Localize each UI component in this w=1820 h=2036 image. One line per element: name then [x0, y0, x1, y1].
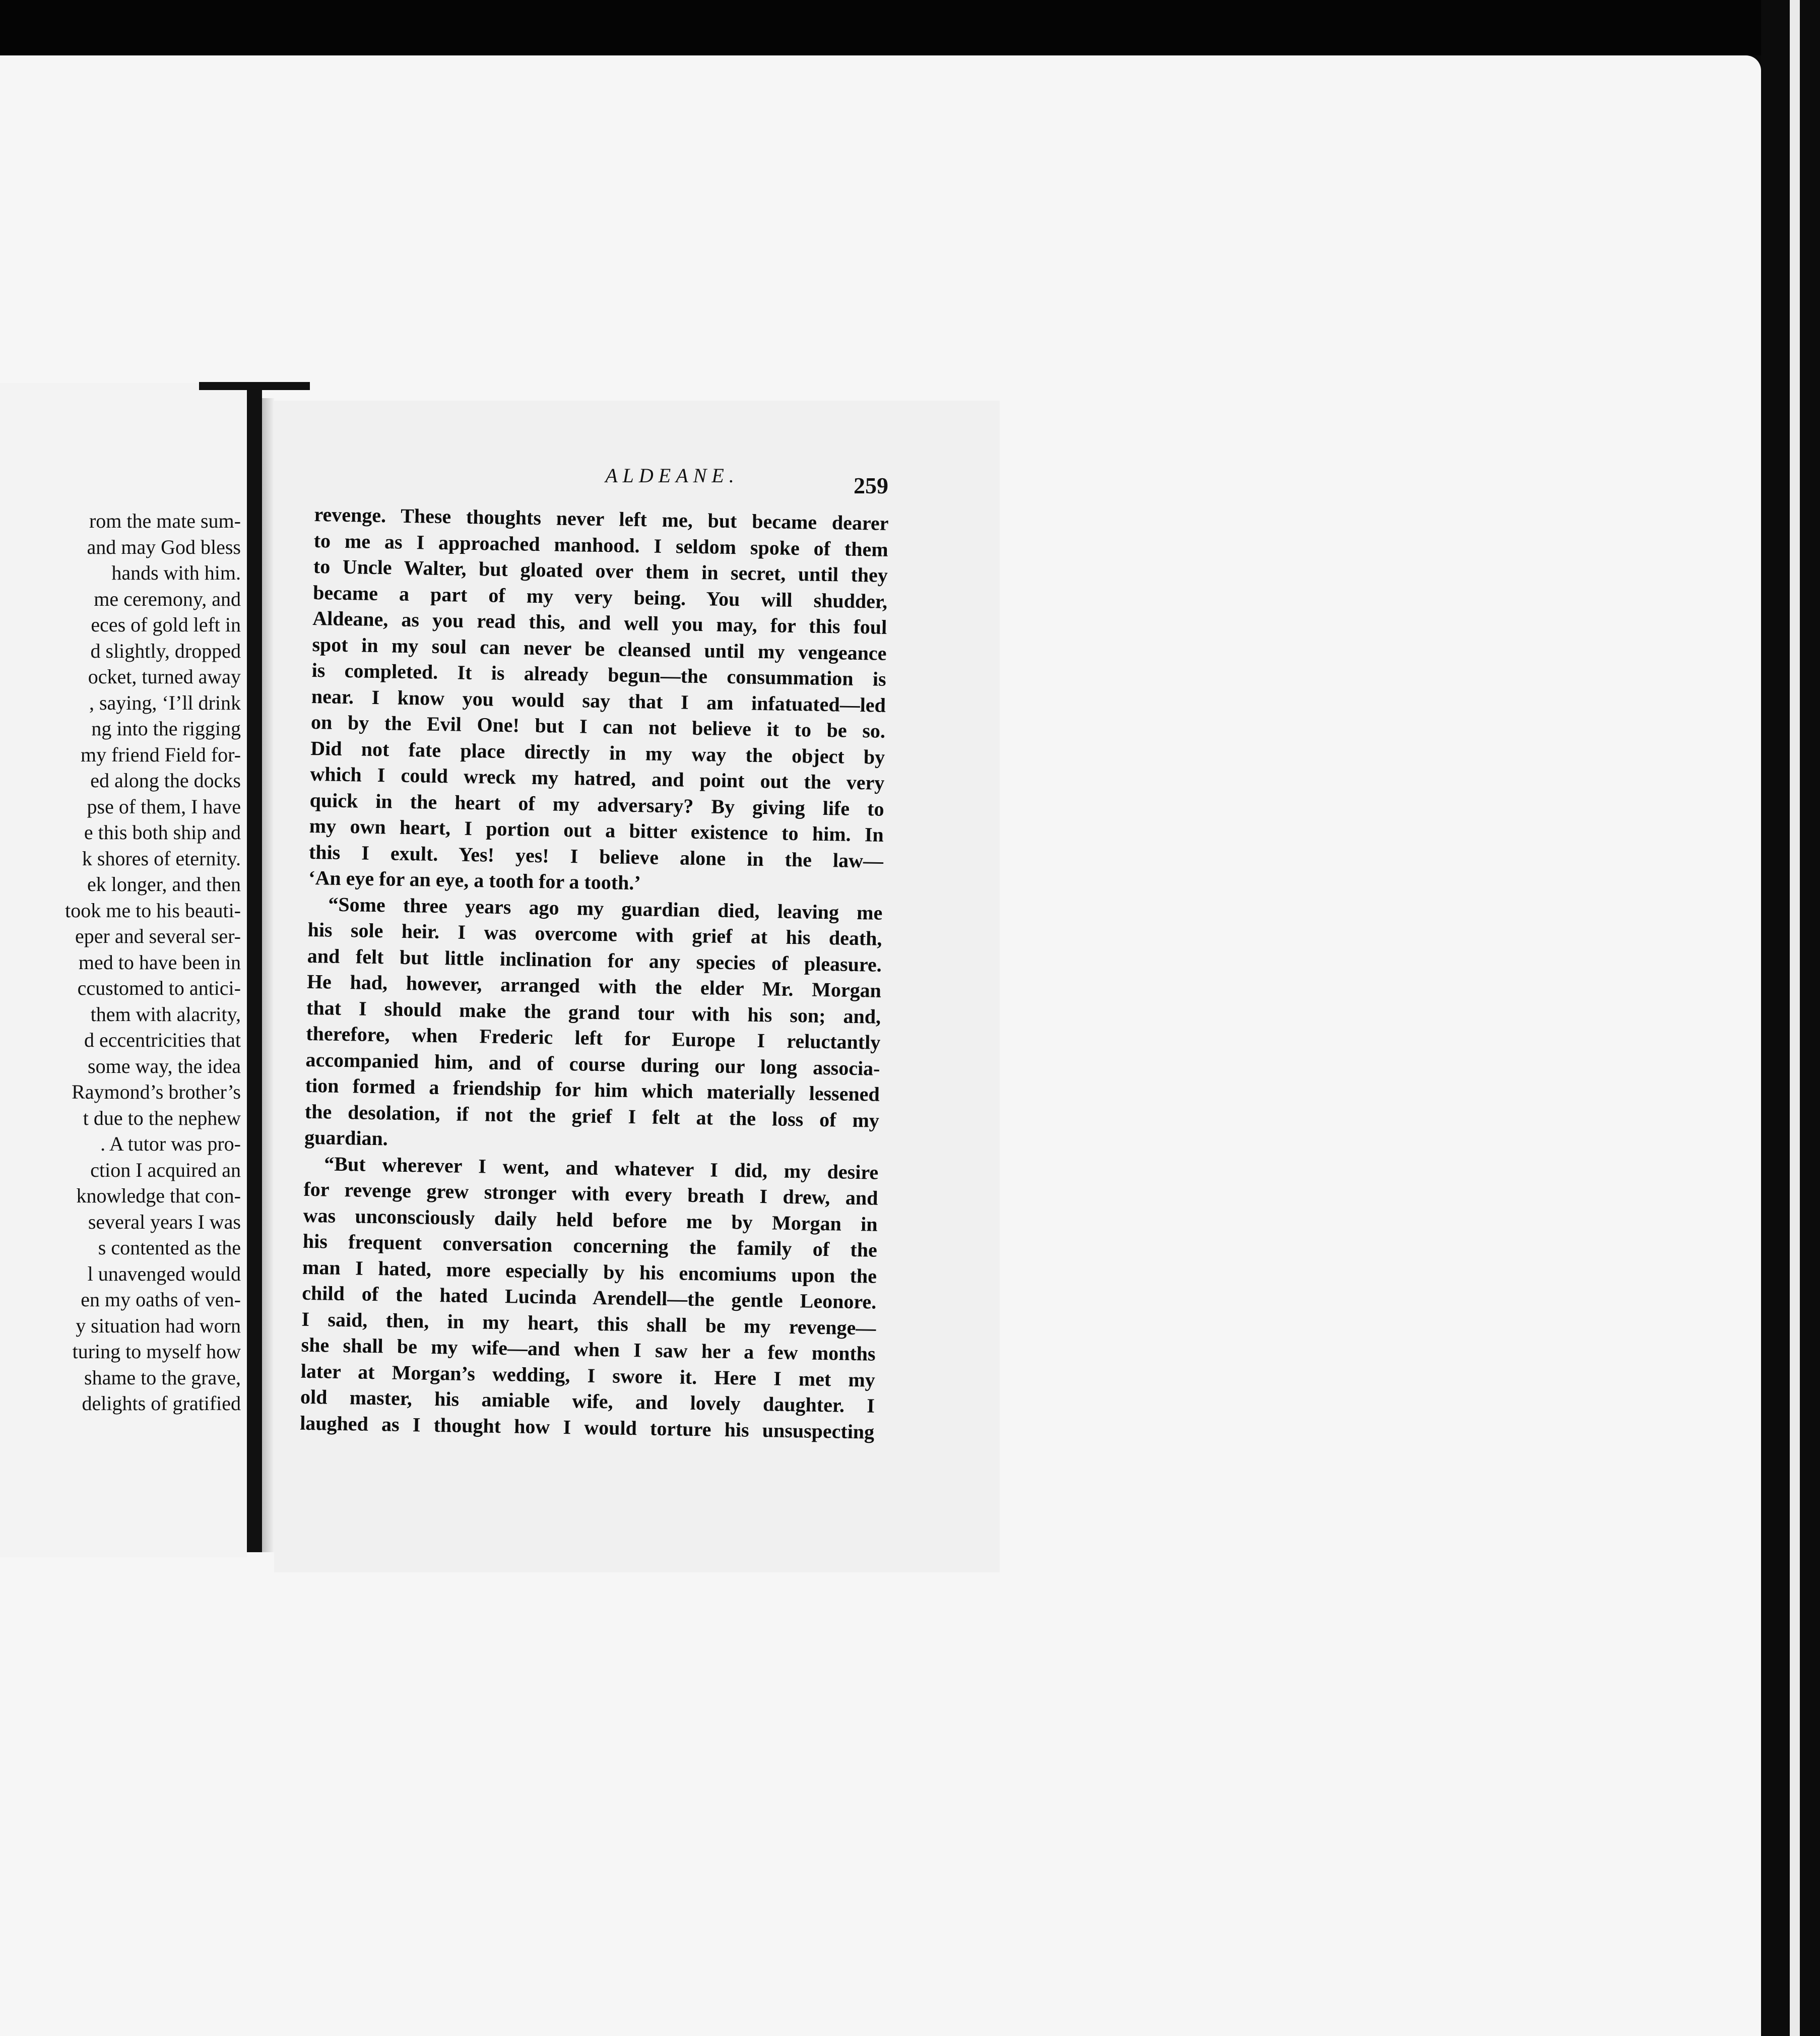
text-line: revenge. These thoughts never left me, but became dearer: [314, 502, 889, 535]
text-line: that I should make the grand tour with his son; and,: [306, 996, 881, 1028]
previous-page-line: , saying, ‘I’ll drink: [89, 691, 241, 714]
text-line: laughed as I thought how I would torture his unsuspecting: [299, 1411, 875, 1443]
text-line: this I exult. Yes! yes! I believe alone in the law—: [308, 840, 884, 872]
gutter-shadow: [262, 398, 274, 1552]
previous-page-line: took me to his beauti-: [65, 899, 241, 922]
previous-page-line: d slightly, dropped: [90, 639, 241, 662]
previous-page-fragment: [0, 383, 247, 1557]
text-line: my own heart, I portion out a bitter existence to him. In: [309, 814, 884, 846]
text-line: to Uncle Walter, but gloated over them in secret, until they: [313, 554, 888, 587]
previous-page-line: pse of them, I have: [87, 795, 241, 818]
text-line: spot in my soul can never be cleansed until my vengeance: [312, 632, 887, 665]
text-line: is completed. It is already begun—the consummation is: [311, 658, 886, 690]
text-line: his sole heir. I was overcome with grief at his death,: [307, 918, 882, 950]
previous-page-line: several years I was: [88, 1210, 241, 1233]
previous-page-line: shame to the grave,: [84, 1366, 241, 1389]
text-line: she shall be my wife—and when I saw her a few months: [301, 1333, 876, 1365]
text-line: tion formed a friendship for him which materially lessened: [305, 1073, 880, 1106]
text-line: which I could wreck my hatred, and point out the very: [310, 762, 885, 794]
text-line: man I hated, more especially by his encomiums upon the: [302, 1255, 877, 1288]
previous-page-line: k shores of eternity.: [82, 847, 241, 870]
previous-page-line: them with alacrity,: [90, 1002, 241, 1026]
previous-page-line: med to have been in: [78, 950, 241, 974]
previous-page-line: ek longer, and then: [87, 873, 241, 896]
page-body-text: [300, 501, 889, 1445]
previous-page-line: Raymond’s brother’s: [72, 1080, 241, 1103]
running-head: ALDEANE.: [605, 464, 739, 487]
previous-page-line: ed along the docks: [90, 769, 241, 792]
previous-page-line: my friend Field for-: [80, 743, 241, 766]
text-line: “But wherever I went, and whatever I did, my desire: [324, 1152, 879, 1184]
previous-page-line: eper and several ser-: [75, 925, 241, 947]
previous-page-line: some way, the idea: [88, 1054, 241, 1077]
previous-page-line: e this both ship and: [84, 821, 241, 844]
previous-page-line: l unavenged would: [87, 1262, 241, 1285]
text-line: old master, his amiable wife, and lovely daughter. I: [300, 1385, 875, 1417]
page-number: 259: [854, 473, 888, 498]
book-page: [274, 401, 1000, 1572]
previous-page-line: y situation had worn: [76, 1314, 241, 1337]
text-line: on by the Evil One! but I can not believe it to be so.: [310, 710, 886, 742]
scan-frame-edge-line: [1790, 0, 1800, 2036]
previous-page-line: eces of gold left in: [91, 613, 241, 636]
previous-page-line: ocket, turned away: [88, 665, 241, 688]
previous-page-line: knowledge that con-: [76, 1184, 241, 1207]
text-line: accompanied him, and of course during our long associa-: [305, 1048, 880, 1080]
text-line: child of the hated Lucinda Arendell—the gentle Leonore.: [301, 1281, 877, 1313]
text-line: and felt but little inclination for any species of pleasure.: [307, 944, 882, 976]
text-line: became a part of my very being. You will shudder,: [312, 581, 888, 613]
text-line: He had, however, arranged with the elder Mr. Morgan: [306, 970, 882, 1002]
text-line: therefore, when Frederic left for Europe I reluctantly: [306, 1022, 881, 1054]
previous-page-line: and may God bless: [87, 535, 241, 558]
previous-page-line: s contented as the: [98, 1236, 241, 1259]
previous-page-line: ction I acquired an: [90, 1158, 241, 1181]
text-line: ‘An eye for an eye, a tooth for a tooth.’: [308, 866, 641, 895]
previous-page-text: [0, 508, 241, 1417]
text-line: Aldeane, as you read this, and well you may, for this foul: [312, 606, 887, 639]
text-line: quick in the heart of my adversary? By giving life to: [309, 788, 884, 820]
previous-page-line: rom the mate sum-: [89, 510, 241, 532]
previous-page-line: en my oaths of ven-: [81, 1288, 241, 1311]
previous-page-line: ccustomed to antici-: [77, 977, 241, 999]
previous-page-line: delights of gratified: [82, 1392, 241, 1415]
text-line: was unconsciously daily held before me by Morgan in: [303, 1203, 878, 1236]
scan-frame-top: [0, 0, 1820, 55]
text-line: the desolation, if not the grief I felt at the loss of my: [304, 1100, 880, 1132]
text-line: “Some three years ago my guardian died, leaving me: [328, 893, 883, 924]
previous-page-line: hands with him.: [111, 561, 241, 584]
binding-gutter: [247, 388, 262, 1552]
previous-page-line: turing to myself how: [72, 1340, 241, 1363]
text-line: for revenge grew stronger with every breath I drew, and: [303, 1177, 878, 1210]
text-line: guardian.: [304, 1125, 388, 1150]
previous-page-line: . A tutor was pro-: [100, 1132, 241, 1155]
previous-page-line: t due to the nephew: [83, 1106, 241, 1129]
previous-page-line: d eccentricities that: [84, 1029, 241, 1051]
text-line: later at Morgan’s wedding, I swore it. Here I met my: [300, 1359, 876, 1391]
text-line: Did not fate place directly in my way the object by: [310, 736, 885, 769]
text-line: near. I know you would say that I am infatuated—led: [311, 684, 886, 717]
previous-page-line: me ceremony, and: [94, 587, 241, 610]
text-line: to me as I approached manhood. I seldom spoke of them: [313, 529, 889, 561]
text-line: his frequent conversation concerning the family of the: [302, 1229, 878, 1261]
previous-page-line: ng into the rigging: [91, 717, 241, 740]
text-line: I said, then, in my heart, this shall be my revenge—: [301, 1307, 876, 1340]
